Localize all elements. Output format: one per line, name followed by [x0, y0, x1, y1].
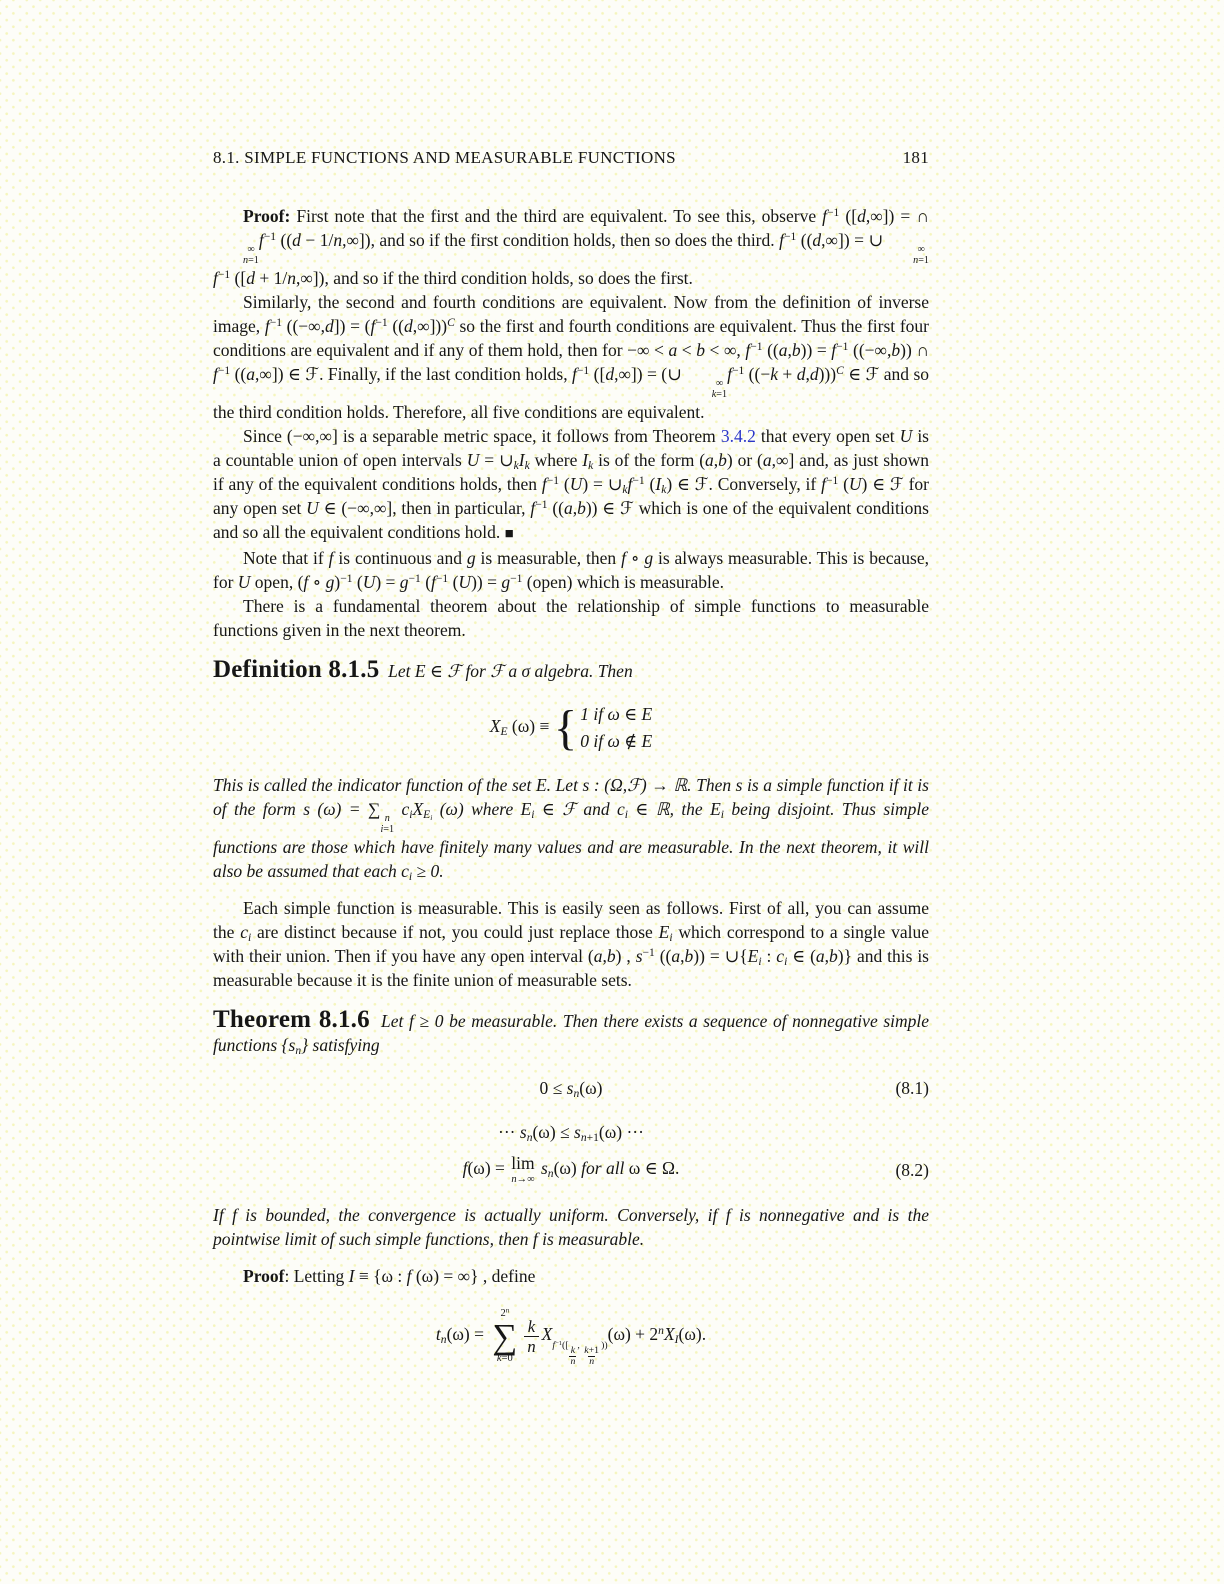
theorem-reference-link[interactable]: 3.4.2	[720, 425, 756, 446]
paragraph-proof-equivalence: Proof: First note that the first and the third are equivalent. To see this, observe $f^{-1}$ ([d,∞]) = ∩ ∞ n=1 $f^{-1}$ ((d − 1/n,∞]), and so if the first condition holds, then so does the third. $f^{-1}$ ((d,∞]) = ∪ ∞ n=1 $f^{-1}$ ([d + 1/n,∞]), and so if the third condition holds, so does the first.	[213, 206, 929, 288]
equation-8-2: f(ω) = lim n→∞ $s_n(\omega)$ for all ω ∈ Ω. (8.2)	[462, 1153, 929, 1185]
section-title: 8.1. SIMPLE FUNCTIONS AND MEASURABLE FUNCTIONS	[213, 148, 676, 167]
equation-monotone-sequence: ··· $s_n(\omega) \le s_{n+1}(\omega)$ ···	[498, 1122, 644, 1144]
equation-tn-definition: $t_n(\omega)$ = 2$^n$ ∑ k=0 $\frac{k}{n}$ $X_{f^{-1}([ \frac{k}{n} , \frac{k+1}{n} ))}(\omega) + 2^nX_I(\omega)$.	[435, 1307, 707, 1368]
paragraph-fundamental-theorem: There is a fundamental theorem about the relationship of simple functions to measurable functions given in the next theorem.	[213, 595, 929, 640]
equation-indicator-function: $X_E$ (ω) ≡ { 1 if ω ∈ E 0 if ω ∉ E	[489, 700, 653, 756]
textbook-page	[213, 148, 929, 1367]
definition-intro: Let E ∈ ℱ for ℱ a σ algebra. Then	[388, 660, 633, 681]
equation-number-8-1: (8.1)	[895, 1078, 929, 1099]
paragraph-indicator-definition: This is called the indicator function of the set E. Let s : (Ω,ℱ) → ℝ. Then s is a simple function if it is of the form s (ω) = ∑ n i=1 $c_iX_{E_i}$ (ω) where $E_i$ ∈ ℱ and $c_i$ ∈ ℝ, the $E_i$ being disjoint. Thus simple functions are those which have finitely many values and are measurable. In the next theorem, it will also be assumed that each $c_i \ge 0$.	[213, 775, 930, 883]
paragraph-composition-measurable: Note that if f is continuous and g is measurable, then f ∘ g is always measurable. This is because, for U open, (f ∘ g)$^{-1}$ $(U) = g^{-1}$ ($f^{-1}$ $(U)) = g^{-1}$ (open) which is measurable.	[213, 547, 929, 592]
qed-square: ■	[504, 525, 514, 542]
theorem-intro: Let f ≥ 0 be measurable. Then there exists a sequence of nonnegative simple functions $\{s_n\}$ satisfying	[213, 1011, 930, 1057]
definition-8-1-5	[213, 655, 929, 683]
equation-number-8-2: (8.2)	[895, 1160, 929, 1181]
paragraph-proof-letting: Proof: Letting I ≡ {ω : f (ω) = ∞} , define	[243, 1266, 536, 1287]
theorem-8-1-6	[213, 1008, 929, 1057]
definition-heading: Definition 8.1.5	[213, 655, 380, 683]
equation-8-1: $0 \le s_n(\omega)$ (8.1)	[213, 1075, 929, 1101]
page-number: 181	[902, 148, 929, 167]
running-header	[213, 148, 929, 168]
paragraph-uniform-convergence: If f is bounded, the convergence is actually uniform. Conversely, if f is nonnegative and is the pointwise limit of such simple functions, then f is measurable.	[213, 1205, 929, 1250]
paragraph-each-simple-measurable: Each simple function is measurable. This is easily seen as follows. First of all, you can assume the $c_i$ are distinct because if not, you could just replace those $E_i$ which correspond to a single value with their union. Then if you have any open interval (a,b) , $s^{-1}$ $((a,b)) = \cup\{E_i$ : $c_i$ ∈ (a,b)} and this is measurable because it is the finite union of measurable sets.	[213, 898, 929, 991]
paragraph-separable-metric-space: Since (−∞,∞] is a separable metric space, it follows from Theorem 3.4.2 that every open set U is a countable union of open intervals $U = \cup_kI_k$ where $I_k$ is of the form (a,b) or (a,∞] and, as just shown if any of the equivalent conditions holds, then $f^{-1}$ $(U) = \cup_kf^{-1}$ $(I_k)$ ∈ ℱ. Conversely, if $f^{-1}$ (U) ∈ ℱ for any open set U ∈ (−∞,∞], then in particular, $f^{-1}$ ((a,b)) ∈ ℱ which is one of the equivalent conditions and so all the equivalent conditions hold. ■	[213, 425, 930, 542]
paragraph-similarly-conditions: Similarly, the second and fourth conditions are equivalent. Now from the definition of inverse image, $f^{-1}$ $((-\infty,d]) = (f^{-1}$ $((d,\infty]))^C$ so the first and fourth conditions are equivalent. Thus the first four conditions are equivalent and if any of them hold, then for −∞ < a < b < ∞, $f^{-1}$ $((a,b)) = f^{-1}$ ((−∞,b)) ∩ $f^{-1}$ ((a,∞]) ∈ ℱ. Finally, if the last condition holds, $f^{-1}$ ([d,∞]) = (∪ ∞ k=1 $f^{-1}$ ((−k + d,d)))$^C$ ∈ ℱ and so the third condition holds. Therefore, all five conditions are equivalent.	[213, 291, 930, 422]
theorem-heading: Theorem 8.1.6	[213, 1006, 370, 1034]
